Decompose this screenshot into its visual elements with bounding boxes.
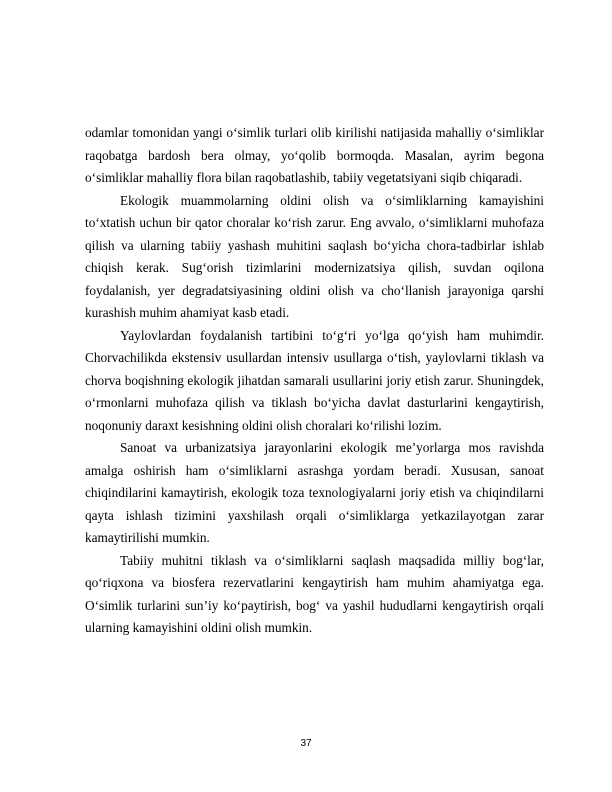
- paragraph-continuation: odamlar tomonidan yangi o‘simlik turlari olib kirilishi natijasida mahalliy o‘simliklar raqobatga bardosh bera olmay, yo‘qolib bormoqda. Masalan, ayrim begona o‘simliklar mahalliy flora bilan raqobatlashib, tabiiy vegetatsiyani siqib chiqaradi.: [85, 125, 544, 185]
- paragraph-ecological-measures: Ekologik muammolarning oldini olish va o‘simliklarning kamayishini to‘xtatish uchun bir qator choralar ko‘rish zarur. Eng avvalo, o‘simliklarni muhofaza qilish va ularning tabiiy yashash muhitini saqlash bo‘yicha chora-tadbirlar ishlab chiqish kerak. Sug‘orish tizimlarini modernizatsiya qilish, suvdan oqilona foydalanish, yer degradatsiyasining oldini olish va cho‘llanish jarayoniga qarshi kurashish muhim ahamiyat kasb etadi.: [85, 192, 544, 320]
- paragraph-industry-urbanization: Sanoat va urbanizatsiya jarayonlarini ekologik me’yorlarga mos ravishda amalga oshirish ham o‘simliklarni asrashga yordam beradi. Xususan, sanoat chiqindilarini kamaytirish, ekologik toza texnologiyalarni joriy etish va chiqindilarni qayta ishlash tizimini yaxshilash orqali o‘simliklarga yetkazilayotgan zarar kamaytirilishi mumkin.: [85, 440, 544, 545]
- paragraph-natural-environment: Tabiiy muhitni tiklash va o‘simliklarni saqlash maqsadida milliy bog‘lar, qo‘riqxona va biosfera rezervatlarini kengaytirish ham muhim ahamiyatga ega. O‘simlik turlarini sun’iy ko‘paytirish, bog‘ va yashil hududlarni kengaytirish orqali ularning kamayishini oldini olish mumkin.: [85, 552, 544, 635]
- body-text: [85, 122, 544, 640]
- paragraph-pastures: Yaylovlardan foydalanish tartibini to‘g‘ri yo‘lga qo‘yish ham muhimdir. Chorvachilikda ekstensiv usullardan intensiv usullarga o‘tish, yaylovlarni tiklash va chorva boqishning ekologik jihatdan samarali usullarini joriy etish zarur. Shuningdek, o‘rmonlarni muhofaza qilish va tiklash bo‘yicha davlat dasturlarini kengaytirish, noqonuniy daraxt kesishning oldini olish choralari ko‘rilishi lozim.: [85, 327, 544, 433]
- page-number: 37: [300, 738, 312, 749]
